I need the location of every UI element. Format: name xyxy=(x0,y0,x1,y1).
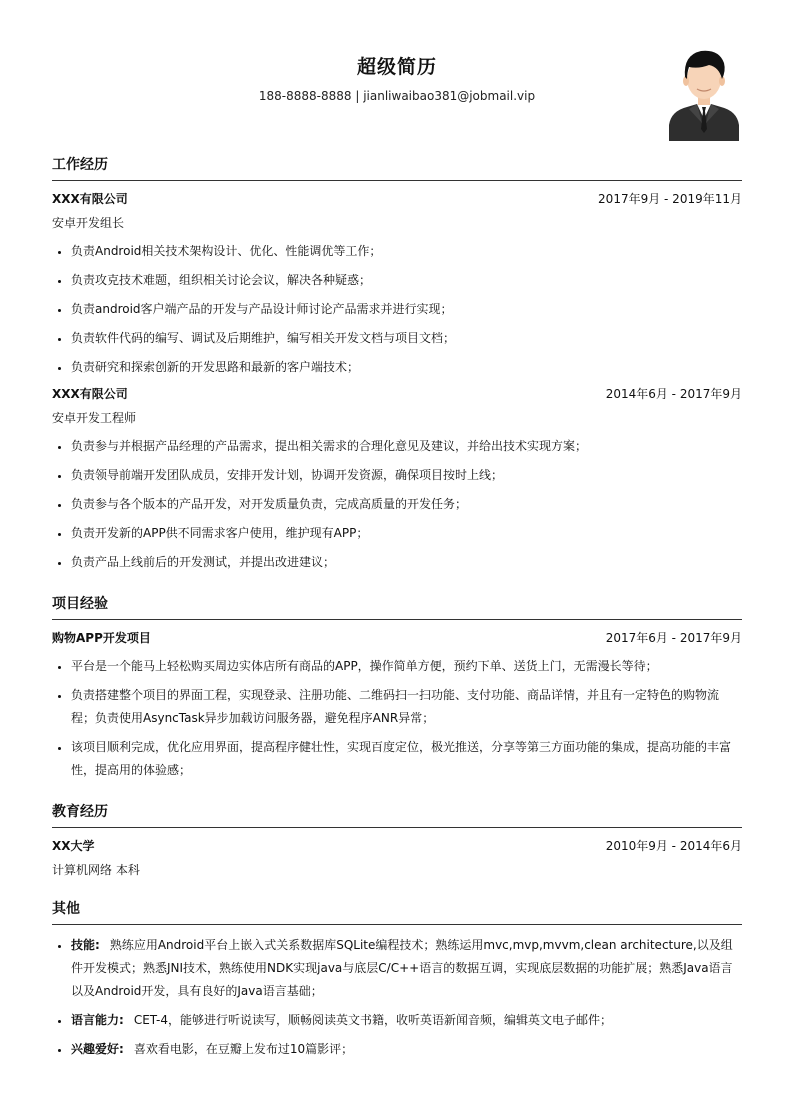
contact-info: 188-8888-8888 | jianliwaibao381@jobmail.vip xyxy=(258,89,536,103)
work-company: XXX有限公司 xyxy=(52,387,128,401)
work-role: 安卓开发组长 xyxy=(52,216,125,230)
hobby-text: 喜欢看电影，在豆瓣上发布过10篇影评； xyxy=(133,1042,354,1056)
language-text: CET-4，能够进行听说读写，顺畅阅读英文书籍，收听英语新闻音频，编辑英文电子邮件； xyxy=(133,1013,612,1027)
work-entry xyxy=(52,385,742,574)
project-entry xyxy=(52,629,742,782)
list-item: • 该项目顺利完成，优化应用界面，提高程序健壮性，实现百度定位，极光推送，分享等第三方面功能的集成，提高功能的丰富性，提高用的体验感； xyxy=(71,736,742,782)
work-entry xyxy=(52,190,742,379)
resume-content xyxy=(52,155,742,1081)
work-bullets xyxy=(52,435,742,574)
list-item: • 负责参与并根据产品经理的产品需求，提出相关需求的合理化意见及建议，并给出技术实现方案； xyxy=(71,435,742,458)
person-avatar-icon xyxy=(669,45,739,141)
resume-name: 超级简历 xyxy=(356,56,437,78)
list-item: • 负责android客户端产品的开发与产品设计师讨论产品需求并进行实现； xyxy=(71,298,742,321)
list-item: • 负责Android相关技术架构设计、优化、性能调优等工作； xyxy=(71,240,742,263)
skill-label: 技能: xyxy=(71,938,100,952)
project-section-title: 项目经验 xyxy=(52,594,742,620)
education-section xyxy=(52,802,742,879)
work-section-title: 工作经历 xyxy=(52,155,742,181)
work-date: 2017年9月 - 2019年11月 xyxy=(598,192,742,206)
work-date: 2014年6月 - 2017年9月 xyxy=(605,387,742,401)
work-role: 安卓开发工程师 xyxy=(52,411,137,425)
language-label: 语言能力: xyxy=(71,1013,124,1027)
other-items xyxy=(52,934,742,1061)
project-name: 购物APP开发项目 xyxy=(52,631,151,645)
list-item xyxy=(71,1038,742,1061)
list-item: • 负责参与各个版本的产品开发，对开发质量负责，完成高质量的开发任务； xyxy=(71,493,742,516)
list-item: • 平台是一个能马上轻松购买周边实体店所有商品的APP，操作简单方便，预约下单、送货上门，无需漫长等待； xyxy=(71,655,742,678)
education-major: 计算机网络 本科 xyxy=(52,863,140,877)
project-section xyxy=(52,594,742,782)
education-date: 2010年9月 - 2014年6月 xyxy=(605,839,742,853)
work-company: XXX有限公司 xyxy=(52,192,128,206)
other-section xyxy=(52,899,742,1061)
avatar xyxy=(669,45,739,141)
list-item: • 负责攻克技术难题，组织相关讨论会议，解决各种疑惑； xyxy=(71,269,742,292)
list-item xyxy=(71,934,742,1003)
list-item xyxy=(71,1009,742,1032)
list-item: • 负责领导前端开发团队成员，安排开发计划，协调开发资源，确保项目按时上线； xyxy=(71,464,742,487)
other-section-title: 其他 xyxy=(52,899,742,925)
list-item: • 负责软件代码的编写、调试及后期维护，编写相关开发文档与项目文档； xyxy=(71,327,742,350)
school-name: XX大学 xyxy=(52,839,95,853)
list-item: • 负责产品上线前后的开发测试，并提出改进建议； xyxy=(71,551,742,574)
work-bullets xyxy=(52,240,742,379)
education-entry xyxy=(52,837,742,879)
list-item: • 负责研究和探索创新的开发思路和最新的客户端技术； xyxy=(71,356,742,379)
list-item: • 负责开发新的APP供不同需求客户使用，维护现有APP； xyxy=(71,522,742,545)
hobby-label: 兴趣爱好: xyxy=(71,1042,124,1056)
skill-text: 熟练应用Android平台上嵌入式关系数据库SQLite编程技术；熟练运用mvc,mvp,mvvm,clean architecture,以及组件开发模式；熟悉JNI技术，熟练使用NDK实现java与底层C/C++语言的数据互调，实现底层数据的功能扩展；熟悉Java语言以及Android开发，具有良好的Java语言基础； xyxy=(71,938,733,998)
list-item: • 负责搭建整个项目的界面工程，实现登录、注册功能、二维码扫一扫功能、支付功能、商品详情，并且有一定特色的购物流程；负责使用AsyncTask异步加载访问服务器，避免程序ANR异常； xyxy=(71,684,742,730)
work-section xyxy=(52,155,742,574)
project-date: 2017年6月 - 2017年9月 xyxy=(605,631,742,645)
project-bullets xyxy=(52,655,742,782)
education-section-title: 教育经历 xyxy=(52,802,742,828)
